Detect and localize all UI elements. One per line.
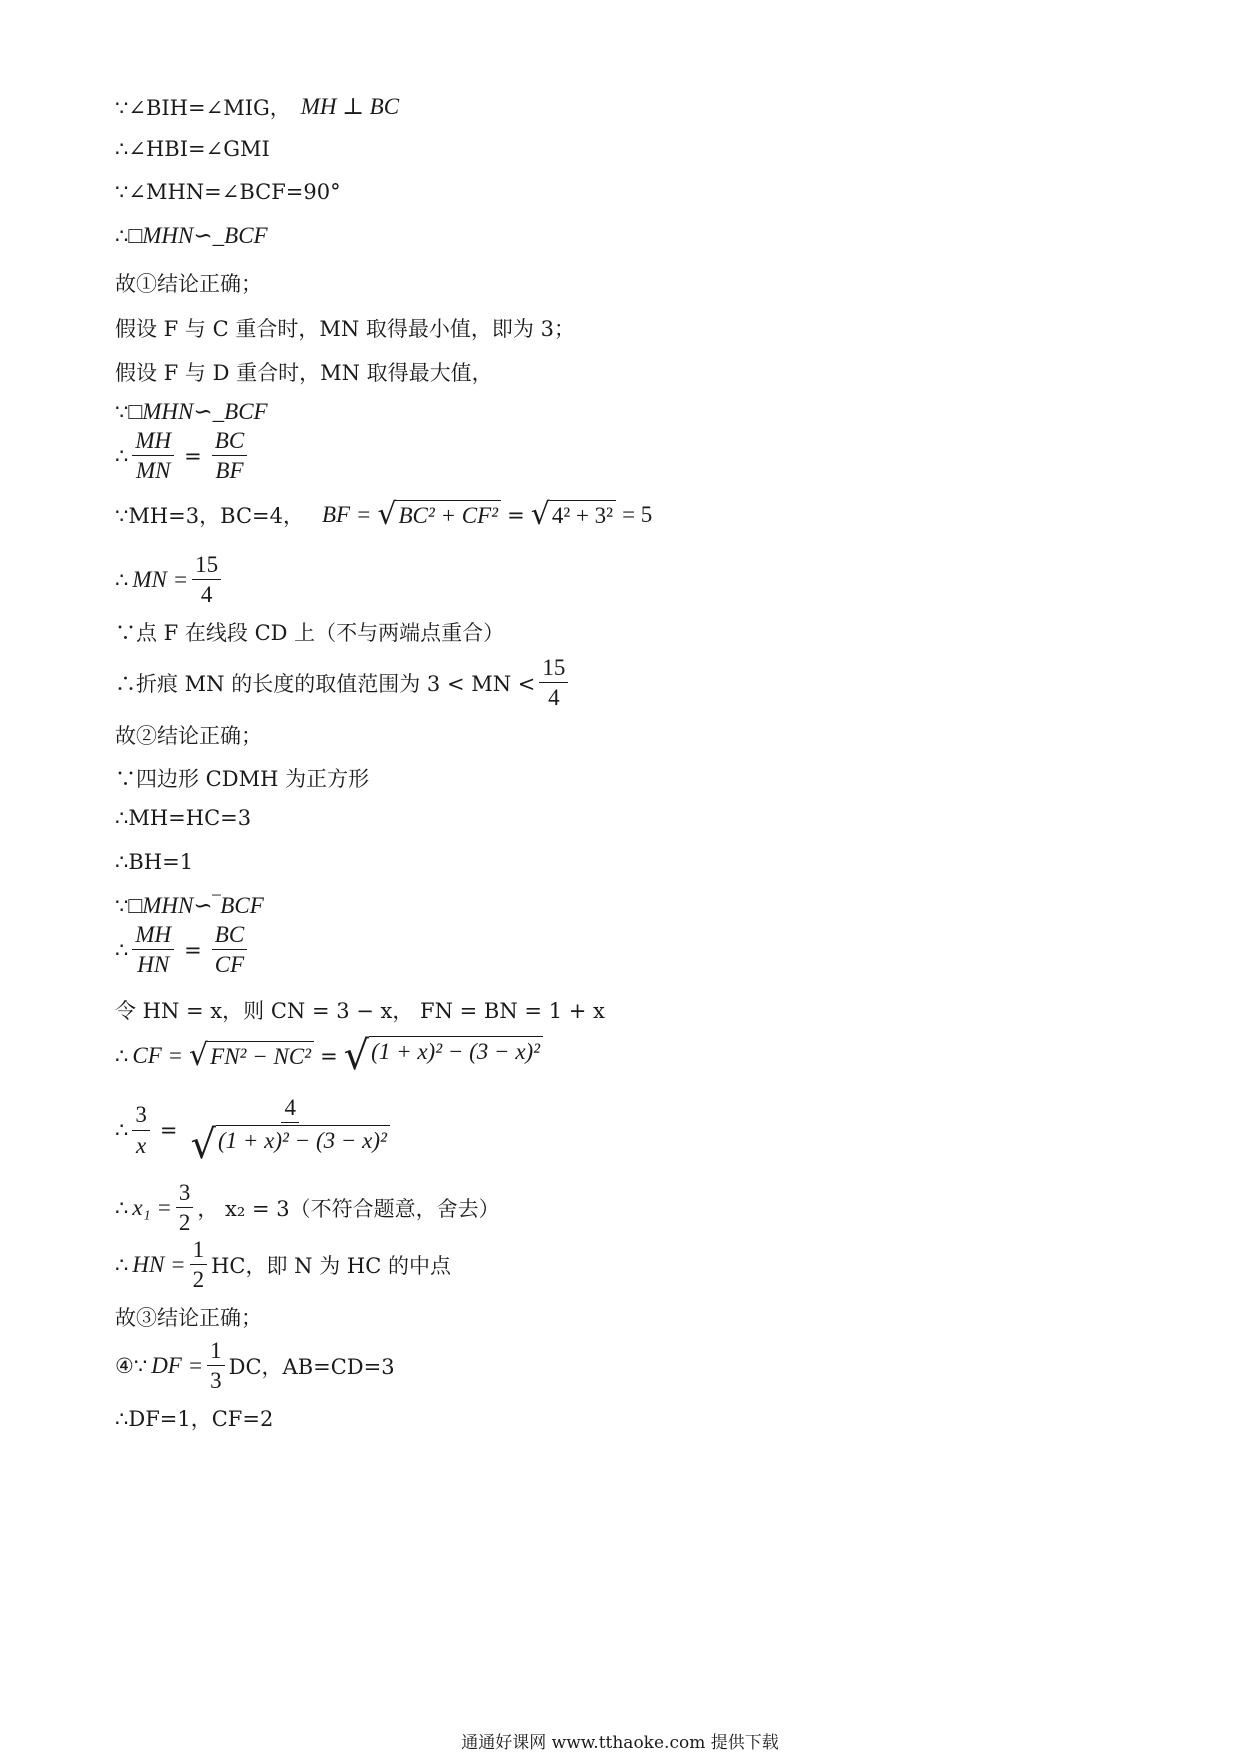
line-27: ∴DF=1，CF=2 — [115, 1407, 274, 1431]
line-10: ∵MH=3，BC=4， BF = √ BC² + CF² = √ 4² + 3² = 5 — [115, 497, 653, 532]
square-root: √ 4² + 3² — [531, 500, 616, 530]
radical-icon: √ — [189, 1038, 209, 1073]
line-1: ∵∠BIH=∠MIG， MH ⊥ BC — [115, 94, 400, 120]
fraction: $\frac{MH}{MN}$ — [132, 428, 174, 484]
line-26: ④∵ DF = $\frac{1}{3}$ DC，AB=CD=3 — [115, 1338, 395, 1394]
line-11: ∴ MN = $\frac{15}{4}$ — [115, 552, 225, 608]
square-root: √ (1 + x)² − (3 − x)² — [190, 1125, 389, 1165]
line-19: ∴ $\frac{MH}{HN}$ = $\frac{BC}{CF}$ — [115, 922, 251, 978]
line-18: ∵ □MHN∽‾BCF — [115, 893, 264, 918]
fraction: $\frac{1}{3}$ — [207, 1338, 225, 1394]
line-16: ∴MH=HC=3 — [115, 806, 252, 830]
fraction: 4 √ (1 + x)² − (3 − x)² — [187, 1095, 392, 1165]
fraction: $\frac{MH}{HN}$ — [132, 922, 174, 978]
line-15: ∵四边形 CDMH 为正方形 — [115, 767, 370, 791]
radical-icon: √ — [377, 497, 397, 532]
line-3: ∵∠MHN=∠BCF=90° — [115, 180, 341, 204]
line-4: ∴ □MHN∽_BCF — [115, 223, 268, 248]
fraction-denominator — [187, 1122, 392, 1169]
line-7: 假设 F 与 D 重合时，MN 取得最大值， — [115, 361, 493, 385]
line-8: ∵ □MHN∽_BCF — [115, 399, 268, 424]
fraction: $\frac{3}{2}$ — [176, 1180, 194, 1236]
line-20: 令 HN = x，则 CN = 3 − x， FN = BN = 1 + x — [115, 999, 605, 1023]
fraction: $\frac{3}{x}$ — [132, 1102, 150, 1158]
fraction: $\frac{15}{4}$ — [192, 552, 221, 608]
line-23: ∴ x₁ = $\frac{3}{2}$ ， x₂ = 3（不符合题意，舍去） — [115, 1180, 500, 1236]
square-root: √ (1 + x)² − (3 − x)² — [344, 1036, 543, 1076]
fraction: $\frac{BC}{BF}$ — [212, 428, 247, 484]
radical-icon: √ — [190, 1122, 216, 1169]
square-root: √ BC² + CF² — [377, 500, 501, 530]
line-14: 故②结论正确； — [115, 724, 262, 748]
page-footer: 通通好课网 www.tthaoke.com 提供下载 — [461, 1733, 779, 1753]
line-5: 故①结论正确； — [115, 272, 262, 296]
line-9: ∴ $\frac{MH}{MN}$ = $\frac{BC}{BF}$ — [115, 428, 251, 484]
line-13: ∴折痕 MN 的长度的取值范围为 3 < MN < $\frac{15}{4}$ — [115, 655, 572, 711]
radical-icon: √ — [530, 497, 550, 532]
line-25: 故③结论正确； — [115, 1306, 262, 1330]
line-17: ∴BH=1 — [115, 850, 194, 874]
line-24: ∴ HN = $\frac{1}{2}$ HC，即 N 为 HC 的中点 — [115, 1237, 451, 1293]
line-22: ∴ $\frac{3}{x}$ = 4 √ (1 + x)² − (3 − x)² — [115, 1095, 397, 1165]
fraction: $\frac{BC}{CF}$ — [212, 922, 247, 978]
fraction: $\frac{1}{2}$ — [190, 1237, 208, 1293]
line-6: 假设 F 与 C 重合时，MN 取得最小值，即为 3； — [115, 317, 575, 341]
square-root: √ FN² − NC² — [189, 1041, 314, 1071]
fraction: $\frac{15}{4}$ — [539, 655, 568, 711]
radical-icon: √ — [343, 1033, 370, 1079]
line-2: ∴∠HBI=∠GMI — [115, 137, 270, 161]
line-21: ∴ CF = √ FN² − NC² = √ (1 + x)² − (3 − x)² — [115, 1036, 543, 1076]
line-12: ∵点 F 在线段 CD 上（不与两端点重合） — [115, 621, 505, 645]
